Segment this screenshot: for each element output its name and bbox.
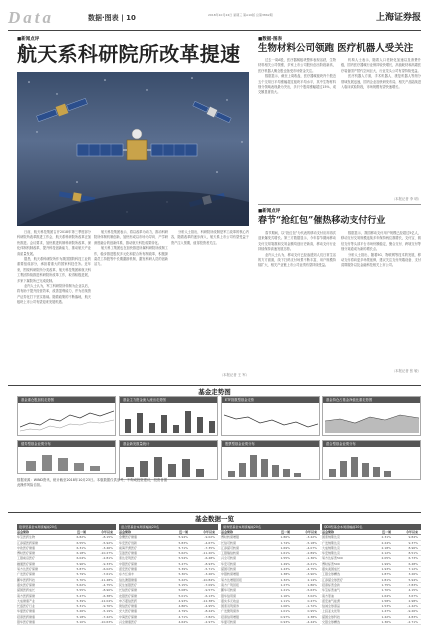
satellite-small-2: [192, 100, 232, 124]
fund-table: [221, 524, 320, 625]
column-header: 今年以来: [100, 530, 113, 534]
table-cell: 前海开源医疗: [119, 545, 138, 550]
table-cell: 1.81%: [381, 577, 391, 582]
table-cell: -9.02%: [204, 535, 215, 540]
table-cell: -7.83%: [407, 582, 418, 587]
fund-chart-title: ETF指数型基金走势: [222, 397, 319, 403]
table-cell: 银华医疗健康: [17, 620, 36, 625]
table-cell: 工银前沿医疗: [17, 556, 36, 561]
fund-table: [322, 524, 421, 625]
fund-table: [17, 524, 116, 625]
table-cell: 银华信用债: [221, 593, 237, 598]
lead-byline: （本报记者 王 军）: [219, 373, 249, 377]
table-cell: -6.48%: [204, 556, 215, 561]
table-cell: -6.38%: [102, 593, 113, 598]
table-cell: -7.82%: [204, 614, 215, 619]
table-cell: -10.84%: [202, 577, 215, 582]
table-cell: 6.31%: [76, 545, 86, 550]
table-cell: 6.18%: [76, 551, 86, 556]
table-row: [17, 620, 116, 625]
table-cell: 招商信用增强: [221, 614, 240, 619]
column-header: 今年以来: [202, 530, 215, 534]
table-cell: 3.26%: [408, 572, 418, 577]
bar-chart: [224, 449, 318, 479]
column-header: 今年以来: [405, 530, 418, 534]
table-cell: 5.54%: [178, 556, 188, 561]
mobile-body-col-2: [341, 231, 421, 365]
table-cell: 1.55%: [280, 556, 290, 561]
table-cell: 5.79%: [76, 572, 86, 577]
table-cell: 信诚全球商品: [322, 604, 341, 609]
table-cell: 宝盈医疗健康: [119, 551, 138, 556]
table-cell: 1.70%: [381, 588, 391, 593]
table-cell: -10.27%: [100, 551, 113, 556]
table-cell: 2.38%: [307, 614, 317, 619]
table-cell: 博时转债增强: [221, 535, 240, 540]
table-cell: 富国全球科技: [322, 614, 341, 619]
table-cell: -1.42%: [407, 604, 418, 609]
fund-chart-title: 债券型基金业绩分布: [18, 441, 115, 447]
mobile-paragraph: 业内人士认为，移动支付已经渗透到人们日常生活的方方面面，线下扫码支付场景不断丰富，用户规模持续扩大，相关产业链上市公司业绩有望持续受益。: [258, 252, 336, 268]
fund-chart: [322, 396, 421, 436]
table-cell: 1.42%: [381, 614, 391, 619]
table-cell: 3.67%: [408, 593, 418, 598]
medical-body-col-2: [341, 58, 421, 194]
table-cell: 1.86%: [307, 582, 317, 587]
table-cell: 国泰双利债券: [221, 604, 240, 609]
table-cell: -5.92%: [102, 540, 113, 545]
column-header: 基金简称: [322, 530, 335, 534]
line-chart: [20, 405, 114, 435]
table-cell: 诺安油气能源: [322, 598, 341, 603]
table-cell: 南方广利回报: [221, 582, 240, 587]
table-cell: 5.08%: [178, 588, 188, 593]
table-cell: 5.62%: [178, 551, 188, 556]
medical-paragraph: 过去一周A股，医疗器械板块整体表现活跃，生物材料相关公司领涨，多家上市公司股价创出阶段新高，医疗机器人概念股也备受市场资金关注。: [258, 58, 336, 73]
table-cell: 1.53%: [381, 604, 391, 609]
table-row: [221, 620, 320, 625]
table-cell: -1.72%: [306, 604, 317, 609]
table-cell: 博时标普500: [322, 561, 340, 566]
table-cell: 华宝标普油气: [322, 588, 341, 593]
table-cell: 长盛医疗行业: [17, 604, 36, 609]
fund-chart: [221, 440, 320, 480]
table-cell: 4.79%: [178, 609, 188, 614]
table-cell: 1.61%: [280, 551, 290, 556]
page-header: [8, 6, 421, 30]
fund-chart: [119, 396, 218, 436]
fund-chart: [17, 396, 116, 436]
table-cell: 招商医药健康: [17, 614, 36, 619]
table-cell: -9.57%: [204, 588, 215, 593]
bar-chart: [122, 449, 216, 479]
lead-paragraph: 航天科技集团表示，将以改革为动力，推动科研院所体制机制创新，加快形成以市场为导向、产学研深度融合的创新体系，推动航天科技成果转化。: [94, 230, 168, 245]
fund-chart-title: 混合型基金业绩分布: [323, 441, 420, 447]
table-cell: -2.71%: [407, 620, 418, 625]
satellite-large: [77, 129, 197, 160]
table-cell: 易方达增强回报: [221, 577, 243, 582]
table-cell: 申万菱信医药: [119, 598, 138, 603]
fund-table: [119, 524, 218, 625]
table-cell: -8.44%: [204, 609, 215, 614]
table-cell: -9.76%: [102, 604, 113, 609]
medical-byline: （本报记者 李 明）: [391, 197, 421, 201]
table-cell: 2.05%: [381, 556, 391, 561]
table-cell: 1.36%: [381, 620, 391, 625]
column-header: 基金简称: [119, 530, 132, 534]
table-cell: 长信医疗保健: [119, 588, 138, 593]
lead-body-col-1: [17, 230, 91, 378]
table-cell: 2.31%: [381, 535, 391, 540]
table-cell: -11.48%: [100, 577, 113, 582]
table-cell: 光大医疗健康: [119, 609, 138, 614]
mobile-title: 春节“抢红包”催热移动支付行业: [258, 216, 386, 226]
table-cell: 东方红睿丰: [119, 572, 135, 577]
table-cell: -4.75%: [102, 582, 113, 587]
table-cell: 1.32%: [280, 577, 290, 582]
table-cell: -3.90%: [306, 572, 317, 577]
column-header: 近一周: [76, 530, 86, 534]
fund-chart-title: 基金主力资金流入流出走势图: [120, 397, 217, 403]
lead-photo: [17, 72, 249, 226]
table-cell: 6.55%: [76, 540, 86, 545]
table-cell: 1.87%: [381, 572, 391, 577]
table-cell: 5.15%: [178, 582, 188, 587]
table-cell: -3.42%: [306, 535, 317, 540]
fund-chart: [17, 440, 116, 474]
fund-chart: [119, 440, 218, 480]
table-cell: 5.39%: [76, 598, 86, 603]
area-chart: [325, 405, 419, 435]
medical-tag: ■数据·图表: [258, 37, 282, 42]
table-cell: 1.16%: [280, 593, 290, 598]
table-cell: 0.47%: [307, 598, 317, 603]
table-cell: -4.95%: [204, 604, 215, 609]
table-cell: 0.97%: [280, 614, 290, 619]
table-cell: 6.82%: [76, 535, 86, 540]
lead-tag: ■新闻点评: [17, 37, 40, 42]
table-cell: 8.96%: [408, 545, 418, 550]
table-cell: 8.51%: [408, 551, 418, 556]
table-cell: 中欧医疗健康: [17, 545, 36, 550]
mobile-paragraph: 数据显示，我国移动支付用户规模已经超过5亿人，移动支付交易规模连续多年保持两位数增长，支付宝、微信支付等头部平台市场份额稳定，聚合支付、跨境支付等细分赛道成为新的增长点。: [341, 231, 421, 252]
column-header: 基金简称: [221, 530, 234, 534]
table-cell: 兴全可转债: [221, 556, 237, 561]
table-cell: 泰达宏利医疗: [119, 556, 138, 561]
table-cell: 兴全健康医疗: [119, 620, 138, 625]
fund-table-title: 混合型基金本周涨幅前20名: [119, 524, 218, 530]
fund-list-bar: [8, 512, 421, 521]
medical-paragraph: 机构人士表示，随着人口老龄化加速以及消费升级，国内医疗器械行业保持较快增长，高值耗材和高端医疗装备国产替代空间巨大，行业龙头公司有望持续受益。: [341, 58, 421, 73]
fund-chart: [322, 440, 421, 480]
table-row: [119, 620, 218, 625]
table-cell: 5.87%: [76, 567, 86, 572]
table-cell: -1.36%: [306, 556, 317, 561]
table-cell: 1.74%: [280, 540, 290, 545]
table-cell: 3.02%: [307, 593, 317, 598]
table-cell: 4.71%: [178, 614, 188, 619]
table-cell: 诺安医疗健康: [119, 567, 138, 572]
table-cell: -7.09%: [204, 582, 215, 587]
table-cell: 1.06%: [280, 604, 290, 609]
table-cell: 汇添富可转债: [221, 545, 240, 550]
mobile-tag: ■新闻点评: [258, 209, 281, 214]
table-cell: -8.15%: [102, 535, 113, 540]
fund-chart-title: 基金持仓占基金净值比重走势图: [323, 397, 420, 403]
table-cell: 招商标普金砖: [322, 582, 341, 587]
lead-body-col-3: [171, 230, 249, 370]
table-cell: 4.15%: [408, 588, 418, 593]
table-cell: -5.18%: [306, 540, 317, 545]
table-cell: 建信医疗健康: [119, 604, 138, 609]
table-cell: 9.84%: [408, 535, 418, 540]
table-cell: 1.49%: [280, 561, 290, 566]
table-cell: 5.62%: [76, 582, 86, 587]
table-cell: 1.27%: [280, 582, 290, 587]
section-logo: Data: [8, 8, 54, 27]
table-cell: 交银全球精选: [322, 620, 341, 625]
table-cell: 1.99%: [381, 561, 391, 566]
medical-paragraph: 数据显示，截至上周收盘，医疗器械板块内个股近五个交易日平均涨幅超过板块平均水平，其中生物材料细分领域表现最为突出，多只个股周涨幅超过15%，成交额显著放大。: [258, 74, 336, 95]
issue-line: 2018年10月24日 星期三 第A10版 总第3862期: [208, 13, 273, 17]
table-cell: -11.20%: [202, 551, 215, 556]
table-cell: 汇添富全球医疗: [322, 577, 344, 582]
table-cell: 嘉实医疗保健: [17, 582, 36, 587]
table-cell: 华安纳斯达克: [322, 551, 341, 556]
medical-paragraph: 医疗机器人方面，手术机器人、康复机器人等细分领域发展迅速，国内企业加快研发布局，相关产品陆续进入临床试验阶段，市场规模有望快速增长。: [341, 74, 421, 90]
header-rule: [8, 30, 421, 31]
table-cell: 5.31%: [76, 604, 86, 609]
fund-chart: [221, 396, 320, 436]
satellite-small-1: [36, 96, 88, 123]
satellites-illustration: [17, 72, 249, 226]
table-cell: 易方达医疗保健: [17, 567, 39, 572]
line-chart: [224, 405, 318, 435]
table-cell: 0.95%: [307, 609, 317, 614]
table-cell: 6.04%: [76, 556, 86, 561]
table-cell: 2.24%: [381, 540, 391, 545]
column-header: 近一周: [280, 530, 290, 534]
table-cell: 1.58%: [381, 598, 391, 603]
table-cell: 农银医疗保健: [119, 593, 138, 598]
table-cell: 5.39%: [178, 567, 188, 572]
table-cell: 1.21%: [280, 588, 290, 593]
article-divider: [258, 204, 421, 205]
table-cell: 嘉实多元收益: [221, 598, 240, 603]
table-cell: -12.38%: [202, 598, 215, 603]
table-cell: 大成健康产业: [17, 598, 36, 603]
lead-paragraph: 分析人士指出，科研院所改制是军工改革的核心内容，随着改革的逐步深入，航天系上市公司有望受益于资产注入预期，值得投资者关注。: [171, 230, 249, 245]
table-cell: -12.04%: [100, 598, 113, 603]
table-cell: 5.47%: [178, 561, 188, 566]
table-cell: 1.47%: [381, 609, 391, 614]
table-cell: 华夏可转债: [221, 620, 237, 625]
table-cell: 中海医疗保健: [119, 614, 138, 619]
table-cell: 1.11%: [280, 598, 290, 603]
table-cell: 2.18%: [381, 545, 391, 550]
table-cell: 民生加银医疗: [119, 582, 138, 587]
table-cell: 5.22%: [178, 577, 188, 582]
table-cell: 7.12%: [408, 567, 418, 572]
table-cell: -7.61%: [102, 572, 113, 577]
mobile-byline: （本报记者 张 敏）: [391, 369, 421, 373]
medical-title: 生物材料公司领跑 医疗机器人受关注: [258, 43, 414, 54]
table-cell: 易方达标普500: [322, 556, 343, 561]
table-cell: -2.97%: [204, 620, 215, 625]
fund-trend-bar: [8, 385, 421, 394]
bar-chart: [20, 449, 114, 473]
table-cell: 9.37%: [408, 540, 418, 545]
table-cell: 大成纳斯达克: [322, 545, 341, 550]
table-cell: 工银全球精选: [322, 572, 341, 577]
table-cell: 5.18%: [76, 614, 86, 619]
table-cell: 广发纳斯达克: [322, 540, 341, 545]
table-cell: 4.93%: [178, 598, 188, 603]
column-header: 基金简称: [17, 530, 30, 534]
table-cell: -7.42%: [102, 614, 113, 619]
table-cell: 华宝医药生物: [17, 535, 36, 540]
table-cell: -4.44%: [306, 620, 317, 625]
fund-chart-title: 基金新发数量统计: [120, 441, 217, 447]
column-header: 近一周: [178, 530, 188, 534]
table-cell: 长信可转债: [221, 540, 237, 545]
table-cell: 4.64%: [178, 620, 188, 625]
table-cell: -6.21%: [306, 561, 317, 566]
fund-chart-title: 基金重仓股加权走势图: [18, 397, 115, 403]
table-cell: 5.47%: [76, 593, 86, 598]
table-cell: 5.30%: [178, 572, 188, 577]
table-cell: 5.70%: [76, 577, 86, 582]
section-name: 数据·图表 | 10: [88, 14, 136, 22]
fund-trend-title: 基金走势图: [192, 387, 237, 396]
table-cell: -6.13%: [204, 593, 215, 598]
lead-paragraph: 日前，航天科技集团召开2018年第三季度部分科研院所改革推进工作会，航天系科研院所改革正加快推进。会议要求，加快推进转制科研院所改革，深化体制机制改革，提升科技创新能力，推动航天产业高质量发展。: [17, 230, 91, 256]
table-cell: 1.64%: [381, 593, 391, 598]
table-cell: 0.93%: [280, 620, 290, 625]
table-cell: 富国医药成长: [17, 588, 36, 593]
table-cell: -5.63%: [306, 588, 317, 593]
fund-chart-title: 股票型基金业绩分布: [222, 441, 319, 447]
paper-name: 上海证券报: [375, 13, 421, 23]
table-cell: -4.75%: [306, 567, 317, 572]
table-cell: 华安医疗创新: [119, 540, 138, 545]
lead-body-col-2: [94, 230, 168, 378]
table-cell: 中银医疗保健: [119, 561, 138, 566]
table-cell: 1.86%: [280, 535, 290, 540]
table-cell: 汇添富医药保健: [17, 540, 39, 545]
table-cell: -7.35%: [204, 545, 215, 550]
fund-table-title: 债券型基金本周涨幅前20名: [221, 524, 320, 530]
table-cell: 1.69%: [280, 545, 290, 550]
table-cell: 工银瑞信转债: [221, 551, 240, 556]
table-cell: -2.81%: [102, 556, 113, 561]
table-cell: 5.26%: [76, 609, 86, 614]
table-cell: 2.12%: [381, 551, 391, 556]
table-cell: 中银转债增强: [221, 572, 240, 577]
mobile-body-col-1: [258, 231, 336, 371]
lead-paragraph: 据悉，航天系科研院所作为我国国防科技工业的重要组成部分，承担着重大的国家科技任务。近年来，围绕科研院所分类改革，航天科技集团和航天科工集团持续推进科研院所改革工作，取得积极进展，多家下属院所已完成改制。: [17, 257, 91, 283]
table-cell: 南方医药保健: [17, 593, 36, 598]
table-cell: 1.93%: [381, 567, 391, 572]
fund-table-title: QDII型基金本周涨幅前20名: [322, 524, 421, 530]
column-header: 近一周: [381, 530, 391, 534]
table-cell: 信达澳银健康: [119, 577, 138, 582]
fund-list-title: 基金数据一览: [189, 514, 240, 523]
table-cell: -5.19%: [102, 609, 113, 614]
table-cell: 华安可转债: [221, 561, 237, 566]
table-cell: 6.73%: [408, 556, 418, 561]
table-cell: 5.55%: [76, 588, 86, 593]
table-cell: 广发聚利债券: [221, 609, 240, 614]
table-cell: 1.43%: [280, 567, 290, 572]
table-cell: -6.02%: [102, 567, 113, 572]
table-cell: -2.89%: [306, 551, 317, 556]
table-cell: 南方原油: [322, 593, 335, 598]
table-cell: -10.63%: [100, 620, 113, 625]
table-cell: 4.86%: [178, 604, 188, 609]
table-cell: 5.10%: [76, 620, 86, 625]
table-cell: 国泰纳斯达克: [322, 535, 341, 540]
table-cell: 1.01%: [280, 609, 290, 614]
table-cell: 6.48%: [408, 561, 418, 566]
table-cell: 5.96%: [76, 561, 86, 566]
table-cell: 华夏医疗健康: [17, 609, 36, 614]
table-cell: 5.94%: [178, 535, 188, 540]
lead-title: 航天系科研院所改革提速: [17, 42, 241, 66]
table-cell: 上投亚太优势: [322, 609, 341, 614]
mobile-paragraph: 分析人士指出，随着5G、物联网等技术的发展，移动支付将向更多场景延伸，建议关注支付终端设备、支付清算服务以及金融科技相关上市公司。: [341, 252, 421, 268]
medical-body-col-1: [258, 58, 336, 194]
table-cell: 2.14%: [307, 577, 317, 582]
lead-paragraph: 业内人士认为，军工科研院所转制为企业以后，将有助于提升经营效率，改善盈利能力，并为后续资产证券化打下坚实基础。随着政策的不断落地，航天板块上市公司有望迎来发展机遇。: [17, 284, 91, 305]
table-cell: 融通医疗保健: [17, 561, 36, 566]
table-cell: 1.38%: [280, 572, 290, 577]
table-cell: 5.71%: [178, 545, 188, 550]
bar-chart: [325, 449, 419, 479]
table-cell: 5.83%: [178, 540, 188, 545]
mobile-paragraph: 春节期间，以“抢红包”为代表的移动支付应用再次迎来爆发式增长。第三方数据显示，今年春节期间移动支付交易笔数和交易金额均创历史新高，移动支付行业持续保持高速发展态势。: [258, 231, 336, 252]
table-cell: 1.75%: [381, 582, 391, 587]
lead-paragraph: 航天科工集团也在加快推进所属科研院所改制工作，稳步推进股权多元化和混合所有制改革，积极探索员工持股等中长期激励机制，激发科研人员的创新活力。: [94, 246, 168, 267]
table-cell: 嘉实美国成长: [322, 567, 341, 572]
column-header: 今年以来: [304, 530, 317, 534]
table-cell: 富国可转债: [221, 567, 237, 572]
table-cell: -9.33%: [102, 561, 113, 566]
table-cell: -4.67%: [204, 540, 215, 545]
table-cell: 广发医疗保健: [17, 572, 36, 577]
table-cell: -8.93%: [204, 561, 215, 566]
table-cell: -9.26%: [407, 609, 418, 614]
table-cell: 4.83%: [408, 614, 418, 619]
table-cell: -3.46%: [102, 545, 113, 550]
table-cell: 5.01%: [178, 593, 188, 598]
fund-note: 数据来源：WIND资讯，统计截至2018年10月23日。本版数据仅供参考，不构成投资建议，投资者据此操作风险自担。: [17, 478, 167, 488]
table-cell: 鹏华可转债: [221, 588, 237, 593]
table-cell: -8.90%: [102, 588, 113, 593]
table-row: [322, 620, 421, 625]
table-cell: 金鹰医疗健康: [119, 535, 138, 540]
table-cell: 5.94%: [408, 577, 418, 582]
table-cell: -4.07%: [306, 545, 317, 550]
table-cell: -5.71%: [204, 567, 215, 572]
table-cell: -3.26%: [204, 572, 215, 577]
table-cell: 博时医疗保健: [17, 551, 36, 556]
fund-table-title: 股票型基金本周涨幅前20名: [17, 524, 116, 530]
table-cell: 鹏华医药科技: [17, 577, 36, 582]
bar-chart: [122, 405, 216, 435]
table-cell: 2.98%: [408, 598, 418, 603]
